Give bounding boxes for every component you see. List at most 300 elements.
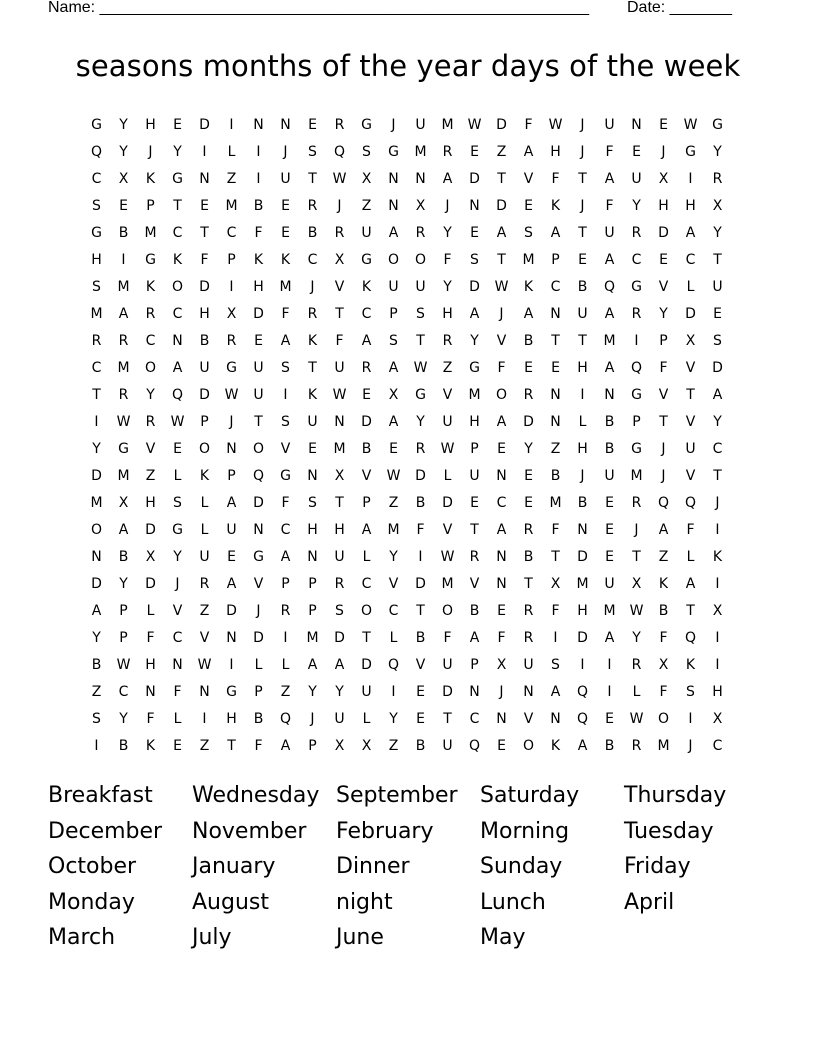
grid-letter: R	[118, 333, 129, 349]
grid-letter: F	[254, 225, 263, 241]
grid-letter: L	[632, 684, 641, 700]
grid-letter: B	[658, 603, 669, 619]
grid-letter: I	[715, 576, 720, 592]
grid-letter: F	[659, 684, 668, 700]
grid-letter: S	[92, 198, 101, 214]
grid-letter: N	[280, 117, 291, 133]
grid-letter: S	[281, 360, 290, 376]
grid-row	[83, 492, 731, 519]
grid-letter: T	[551, 549, 560, 565]
grid-row	[83, 708, 731, 735]
grid-letter: U	[253, 360, 264, 376]
grid-letter: V	[361, 468, 372, 484]
grid-letter: A	[658, 522, 669, 538]
grid-letter: X	[658, 171, 669, 187]
grid-letter: E	[524, 468, 533, 484]
grid-letter: H	[199, 306, 210, 322]
grid-letter: A	[172, 360, 183, 376]
grid-letter: C	[226, 225, 237, 241]
grid-letter: H	[145, 117, 156, 133]
grid-row	[83, 411, 731, 438]
grid-letter: F	[497, 630, 506, 646]
grid-letter: D	[685, 306, 696, 322]
grid-letter: Z	[496, 144, 507, 160]
grid-letter: U	[199, 360, 210, 376]
grid-letter: Z	[280, 684, 291, 700]
grid-letter: R	[631, 738, 642, 754]
grid-row	[83, 681, 731, 708]
grid-letter: Q	[657, 495, 670, 511]
grid-letter: N	[496, 711, 507, 727]
grid-letter: D	[577, 549, 588, 565]
grid-row	[83, 600, 731, 627]
grid-letter: F	[146, 630, 155, 646]
grid-letter: M	[630, 468, 643, 484]
grid-letter: Q	[576, 711, 589, 727]
word-list-item: July	[192, 925, 232, 950]
grid-letter: F	[551, 171, 560, 187]
grid-letter: P	[254, 684, 263, 700]
grid-letter: Y	[389, 549, 398, 565]
grid-letter: E	[254, 333, 263, 349]
grid-letter: M	[603, 603, 616, 619]
grid-letter: T	[227, 738, 236, 754]
grid-letter: I	[607, 684, 612, 700]
grid-letter: T	[173, 198, 182, 214]
grid-letter: M	[441, 576, 454, 592]
grid-letter: M	[657, 738, 670, 754]
grid-letter: E	[362, 387, 371, 403]
grid-letter: N	[307, 468, 318, 484]
grid-letter: C	[91, 171, 102, 187]
grid-letter: D	[199, 387, 210, 403]
grid-letter: W	[440, 549, 455, 565]
grid-letter: U	[604, 576, 615, 592]
grid-letter: M	[90, 306, 103, 322]
grid-letter: F	[605, 144, 614, 160]
grid-letter: S	[686, 684, 695, 700]
grid-letter: I	[229, 279, 234, 295]
grid-letter: A	[118, 522, 129, 538]
grid-letter: U	[388, 279, 399, 295]
grid-letter: G	[91, 117, 102, 133]
grid-letter: H	[442, 306, 453, 322]
grid-letter: L	[281, 657, 290, 673]
letter-grid	[83, 114, 731, 762]
grid-letter: R	[145, 414, 156, 430]
grid-letter: Q	[90, 144, 103, 160]
grid-letter: F	[551, 522, 560, 538]
grid-row	[83, 222, 731, 249]
grid-letter: T	[335, 306, 344, 322]
grid-letter: A	[496, 225, 507, 241]
grid-letter: C	[631, 252, 642, 268]
grid-letter: R	[307, 198, 318, 214]
grid-letter: D	[415, 576, 426, 592]
grid-letter: R	[631, 495, 642, 511]
grid-row	[83, 168, 731, 195]
grid-letter: Z	[145, 468, 156, 484]
grid-letter: H	[253, 279, 264, 295]
grid-letter: T	[524, 576, 533, 592]
grid-letter: K	[145, 171, 156, 187]
grid-letter: J	[661, 441, 666, 457]
grid-letter: C	[172, 306, 183, 322]
grid-letter: Y	[632, 198, 641, 214]
grid-letter: K	[658, 576, 669, 592]
grid-letter: K	[361, 279, 372, 295]
word-list-item: November	[192, 818, 307, 844]
grid-letter: R	[226, 333, 237, 349]
grid-letter: E	[497, 603, 506, 619]
grid-row	[83, 357, 731, 384]
grid-letter: Q	[468, 738, 481, 754]
grid-letter: T	[254, 414, 263, 430]
grid-letter: D	[361, 657, 372, 673]
grid-letter: E	[389, 441, 398, 457]
grid-letter: A	[523, 144, 534, 160]
grid-letter: P	[362, 495, 371, 511]
grid-row	[83, 330, 731, 357]
grid-letter: I	[580, 387, 585, 403]
grid-letter: Z	[550, 441, 561, 457]
grid-letter: K	[280, 252, 291, 268]
grid-letter: G	[685, 144, 696, 160]
grid-letter: R	[415, 225, 426, 241]
grid-letter: U	[442, 414, 453, 430]
grid-letter: N	[199, 684, 210, 700]
grid-letter: G	[415, 387, 426, 403]
grid-letter: U	[334, 360, 345, 376]
grid-letter: A	[307, 657, 318, 673]
grid-letter: C	[145, 333, 156, 349]
grid-letter: P	[659, 333, 668, 349]
grid-letter: A	[388, 414, 399, 430]
grid-letter: J	[580, 198, 585, 214]
grid-letter: R	[307, 306, 318, 322]
grid-letter: C	[712, 441, 723, 457]
grid-letter: O	[657, 711, 670, 727]
grid-letter: N	[604, 387, 615, 403]
word-list-item: Friday	[624, 854, 691, 879]
word-list	[48, 778, 768, 956]
grid-letter: C	[280, 522, 291, 538]
grid-letter: E	[605, 549, 614, 565]
grid-letter: L	[686, 549, 695, 565]
grid-row	[83, 546, 731, 573]
grid-letter: L	[254, 657, 263, 673]
grid-letter: Y	[119, 711, 128, 727]
grid-letter: U	[442, 657, 453, 673]
grid-letter: I	[202, 144, 207, 160]
grid-letter: J	[445, 198, 450, 214]
grid-letter: M	[387, 522, 400, 538]
grid-letter: P	[281, 576, 290, 592]
grid-letter: E	[524, 198, 533, 214]
grid-letter: R	[631, 657, 642, 673]
grid-letter: U	[415, 117, 426, 133]
grid-letter: X	[631, 576, 642, 592]
grid-letter: S	[713, 333, 722, 349]
grid-letter: N	[577, 522, 588, 538]
grid-letter: D	[226, 603, 237, 619]
grid-letter: G	[253, 549, 264, 565]
grid-letter: M	[522, 252, 535, 268]
grid-letter: O	[171, 279, 184, 295]
grid-letter: F	[416, 522, 425, 538]
grid-letter: Y	[443, 225, 452, 241]
grid-letter: P	[551, 252, 560, 268]
grid-letter: R	[199, 576, 210, 592]
grid-letter: F	[551, 603, 560, 619]
grid-letter: D	[361, 414, 372, 430]
grid-letter: V	[172, 603, 183, 619]
grid-letter: T	[659, 414, 668, 430]
grid-letter: X	[334, 252, 345, 268]
puzzle-title: seasons months of the year days of the week	[75, 49, 741, 83]
grid-letter: Y	[470, 333, 479, 349]
grid-letter: I	[553, 630, 558, 646]
date-field: Date: _______	[627, 0, 732, 16]
grid-letter: U	[415, 279, 426, 295]
grid-letter: J	[337, 198, 342, 214]
grid-letter: M	[225, 198, 238, 214]
grid-letter: E	[659, 117, 668, 133]
grid-letter: Z	[91, 684, 102, 700]
grid-letter: B	[118, 738, 129, 754]
grid-letter: F	[146, 711, 155, 727]
grid-letter: S	[173, 495, 182, 511]
grid-letter: R	[280, 603, 291, 619]
grid-letter: G	[118, 441, 129, 457]
grid-letter: R	[442, 333, 453, 349]
grid-letter: G	[226, 684, 237, 700]
grid-letter: W	[440, 441, 455, 457]
grid-letter: M	[117, 279, 130, 295]
grid-letter: D	[658, 225, 669, 241]
grid-letter: L	[362, 711, 371, 727]
grid-letter: V	[658, 279, 669, 295]
grid-letter: J	[580, 144, 585, 160]
grid-letter: A	[685, 225, 696, 241]
grid-letter: Q	[387, 657, 400, 673]
grid-letter: K	[253, 252, 264, 268]
grid-letter: C	[685, 252, 696, 268]
grid-letter: C	[712, 738, 723, 754]
grid-letter: T	[497, 171, 506, 187]
grid-letter: V	[199, 630, 210, 646]
grid-letter: E	[497, 441, 506, 457]
grid-letter: N	[550, 306, 561, 322]
grid-letter: O	[414, 252, 427, 268]
grid-letter: R	[631, 306, 642, 322]
grid-letter: D	[442, 684, 453, 700]
grid-letter: V	[442, 522, 453, 538]
grid-letter: B	[604, 441, 615, 457]
grid-letter: C	[172, 630, 183, 646]
grid-letter: X	[118, 171, 129, 187]
grid-letter: B	[118, 549, 129, 565]
grid-letter: U	[334, 549, 345, 565]
grid-letter: N	[253, 522, 264, 538]
grid-letter: F	[281, 306, 290, 322]
word-list-item: Thursday	[624, 783, 727, 808]
grid-letter: I	[256, 171, 261, 187]
grid-letter: Y	[146, 387, 155, 403]
grid-letter: P	[227, 468, 236, 484]
grid-letter: E	[173, 441, 182, 457]
grid-letter: A	[604, 171, 615, 187]
grid-letter: C	[469, 711, 480, 727]
grid-letter: Y	[443, 279, 452, 295]
grid-letter: F	[605, 198, 614, 214]
grid-letter: R	[334, 576, 345, 592]
grid-letter: U	[226, 522, 237, 538]
grid-letter: Z	[388, 495, 399, 511]
grid-letter: R	[523, 522, 534, 538]
grid-letter: Y	[92, 630, 101, 646]
grid-row	[83, 141, 731, 168]
grid-letter: J	[715, 495, 720, 511]
grid-letter: A	[550, 684, 561, 700]
grid-letter: D	[91, 468, 102, 484]
grid-letter: C	[118, 684, 129, 700]
grid-letter: W	[629, 711, 644, 727]
grid-row	[83, 627, 731, 654]
grid-letter: L	[686, 279, 695, 295]
grid-letter: Q	[333, 144, 346, 160]
grid-letter: N	[388, 171, 399, 187]
grid-letter: F	[686, 522, 695, 538]
grid-letter: P	[308, 603, 317, 619]
grid-letter: E	[308, 117, 317, 133]
grid-letter: L	[227, 144, 236, 160]
grid-letter: E	[470, 144, 479, 160]
grid-letter: D	[469, 279, 480, 295]
grid-letter: L	[362, 549, 371, 565]
grid-letter: K	[712, 549, 723, 565]
grid-letter: B	[415, 495, 426, 511]
grid-letter: T	[713, 468, 722, 484]
grid-letter: G	[172, 522, 183, 538]
grid-row	[83, 276, 731, 303]
grid-letter: G	[469, 360, 480, 376]
grid-letter: L	[173, 711, 182, 727]
grid-letter: F	[443, 630, 452, 646]
grid-letter: K	[172, 252, 183, 268]
grid-letter: B	[118, 225, 129, 241]
grid-letter: D	[199, 117, 210, 133]
grid-letter: X	[712, 198, 723, 214]
word-list-item: December	[48, 818, 163, 844]
grid-letter: E	[524, 495, 533, 511]
grid-letter: D	[334, 630, 345, 646]
grid-letter: J	[634, 522, 639, 538]
grid-letter: N	[496, 576, 507, 592]
grid-letter: H	[307, 522, 318, 538]
grid-letter: D	[253, 306, 264, 322]
grid-letter: R	[712, 171, 723, 187]
grid-letter: P	[119, 603, 128, 619]
grid-letter: E	[173, 738, 182, 754]
grid-letter: N	[550, 414, 561, 430]
grid-letter: W	[332, 387, 347, 403]
grid-letter: G	[91, 225, 102, 241]
grid-letter: T	[578, 333, 587, 349]
word-list-item: September	[336, 783, 458, 808]
grid-letter: J	[310, 711, 315, 727]
grid-letter: S	[416, 306, 425, 322]
grid-letter: S	[92, 279, 101, 295]
grid-letter: N	[496, 468, 507, 484]
grid-letter: F	[281, 495, 290, 511]
grid-letter: P	[119, 630, 128, 646]
grid-letter: E	[497, 738, 506, 754]
grid-letter: I	[283, 387, 288, 403]
word-list-item: March	[48, 925, 116, 950]
grid-letter: B	[604, 738, 615, 754]
grid-letter: K	[685, 657, 696, 673]
grid-letter: V	[685, 468, 696, 484]
grid-letter: B	[91, 657, 102, 673]
grid-letter: U	[685, 441, 696, 457]
grid-letter: U	[523, 657, 534, 673]
grid-letter: H	[145, 495, 156, 511]
grid-letter: X	[712, 711, 723, 727]
grid-letter: Z	[658, 549, 669, 565]
grid-letter: B	[577, 495, 588, 511]
grid-letter: B	[469, 603, 480, 619]
grid-letter: I	[688, 171, 693, 187]
word-list-item: Morning	[480, 818, 570, 844]
grid-letter: X	[361, 738, 372, 754]
grid-letter: F	[659, 360, 668, 376]
grid-letter: Q	[576, 684, 589, 700]
grid-letter: T	[362, 630, 371, 646]
grid-letter: E	[281, 198, 290, 214]
grid-letter: V	[523, 171, 534, 187]
grid-letter: N	[145, 684, 156, 700]
grid-letter: P	[200, 414, 209, 430]
grid-letter: S	[308, 144, 317, 160]
grid-row	[83, 519, 731, 546]
grid-letter: Y	[416, 414, 425, 430]
grid-letter: W	[467, 117, 482, 133]
grid-letter: B	[307, 225, 318, 241]
grid-letter: V	[442, 387, 453, 403]
grid-letter: O	[495, 387, 508, 403]
grid-letter: N	[550, 711, 561, 727]
grid-letter: E	[659, 252, 668, 268]
grid-letter: B	[604, 414, 615, 430]
grid-letter: T	[578, 225, 587, 241]
grid-letter: X	[226, 306, 237, 322]
grid-letter: A	[280, 549, 291, 565]
grid-letter: J	[499, 684, 504, 700]
grid-letter: L	[200, 522, 209, 538]
grid-letter: G	[712, 117, 723, 133]
grid-letter: N	[388, 198, 399, 214]
grid-letter: T	[713, 252, 722, 268]
grid-letter: I	[121, 252, 126, 268]
grid-letter: C	[307, 252, 318, 268]
grid-letter: D	[712, 360, 723, 376]
grid-letter: E	[524, 360, 533, 376]
grid-letter: R	[469, 549, 480, 565]
grid-letter: Z	[199, 603, 210, 619]
grid-letter: N	[334, 414, 345, 430]
grid-letter: A	[91, 603, 102, 619]
